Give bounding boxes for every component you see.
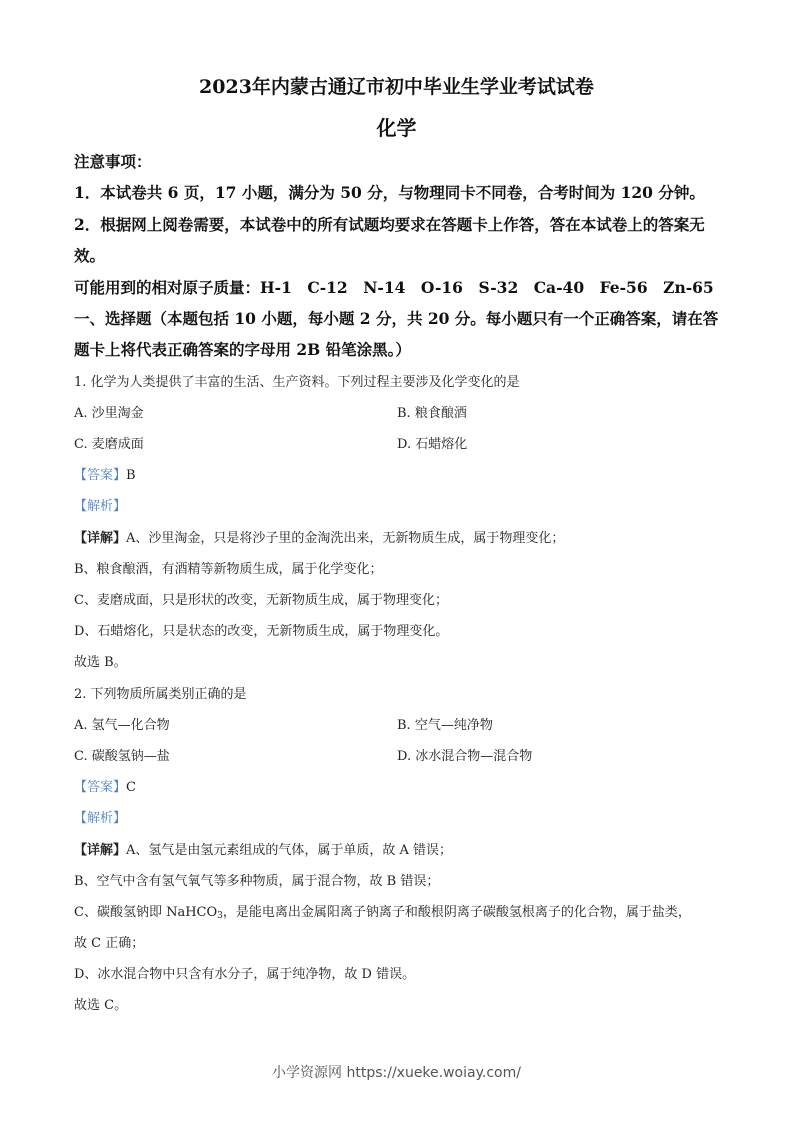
question-2-detail-line-1 [74,839,452,858]
notes-heading: 注意事项： [74,152,152,171]
section-heading-line-2: 题卡上将代表正确答案的字母用 2B 铅笔涂黑。） [74,340,411,359]
note-item-2: 2．根据网上阅卷需要，本试卷中的所有试题均要求在答题卡上作答，答在本试卷上的答案无 [74,215,705,234]
question-1-stem: 1. 化学为人类提供了丰富的生活、生产资料。下列过程主要涉及化学变化的是 [74,375,520,390]
question-2-analysis-label: 【解析】 [74,811,127,826]
atomic-mass-line [74,276,714,298]
question-1-answer [74,464,136,483]
question-1-option-c: C. 麦磨成面 [74,437,144,452]
atomic-mass-label: 可能用到的相对原子质量： [74,278,261,297]
question-2-conclusion: 故选 C。 [74,998,128,1013]
note-item-2-cont: 效。 [74,246,106,265]
detail-label: 【详解】 [74,531,127,546]
detail-label: 【详解】 [74,843,127,858]
question-2-option-d: D. 冰水混合物—混合物 [397,749,533,764]
question-2-detail-line-3-cont: 故 C 正确； [74,936,145,951]
atomic-mass-values: H-1 C-12 N-14 O-16 S-32 Ca-40 Fe-56 Zn-65 [260,278,714,297]
question-1-option-b: B. 粮食酿酒 [397,406,467,421]
question-2-option-c: C. 碳酸氢钠—盐 [74,749,170,764]
detail-text: ，是能电离出金属阳离子钠离子和酸根阴离子碳酸氢根离子的化合物，属于盐类， [222,905,691,920]
answer-value: B [126,468,136,483]
question-2-option-b: B. 空气—纯净物 [397,718,493,733]
question-1-option-d: D. 石蜡熔化 [397,437,468,452]
question-2-stem: 2. 下列物质所属类别正确的是 [74,687,247,702]
question-1-detail-line-1 [74,527,564,546]
subject-title: 化学 [376,116,417,140]
answer-value: C [126,780,136,795]
question-2-detail-line-2: B、空气中含有氢气氧气等多种物质，属于混合物，故 B 错误； [74,874,440,889]
question-1-detail-line-2: B、粮食酿酒，有酒精等新物质生成，属于化学变化； [74,562,383,577]
note-item-1: 1．本试卷共 6 页，17 小题，满分为 50 分，与物理同卡不同卷，合考时间为 120 分钟。 [74,183,705,202]
question-1-analysis-label: 【解析】 [74,499,127,514]
detail-text: A、氢气是由氢元素组成的气体，属于单质，故 A 错误； [126,843,453,858]
answer-label: 【答案】 [74,468,127,483]
question-1-conclusion: 故选 B。 [74,655,127,670]
question-2-detail-line-4: D、冰水混合物中只含有水分子，属于纯净物，故 D 错误。 [74,967,416,982]
question-2-answer [74,776,136,795]
section-heading-line-1: 一、选择题（本题包括 10 小题，每小题 2 分，共 20 分。每小题只有一个正确答案，请在答 [74,309,719,328]
question-1-detail-line-4: D、石蜡熔化，只是状态的改变，无新物质生成，属于物理变化。 [74,624,449,639]
question-2-detail-line-3 [74,901,691,921]
question-1-detail-line-3: C、麦磨成面，只是形状的改变，无新物质生成，属于物理变化； [74,593,448,608]
question-2-option-a: A. 氢气—化合物 [74,718,170,733]
subscript: 3 [217,911,223,921]
question-1-option-a: A. 沙里淘金 [74,406,144,421]
detail-text: A、沙里淘金，只是将沙子里的金淘洗出来，无新物质生成，属于物理变化； [126,531,565,546]
answer-label: 【答案】 [74,780,127,795]
page-title: 2023年内蒙古通辽市初中毕业生学业考试试卷 [199,76,594,98]
footer-watermark: 小学资源网 https://xueke.woiay.com/ [272,1065,521,1081]
detail-text: C、碳酸氢钠即 NaHCO [74,905,218,920]
